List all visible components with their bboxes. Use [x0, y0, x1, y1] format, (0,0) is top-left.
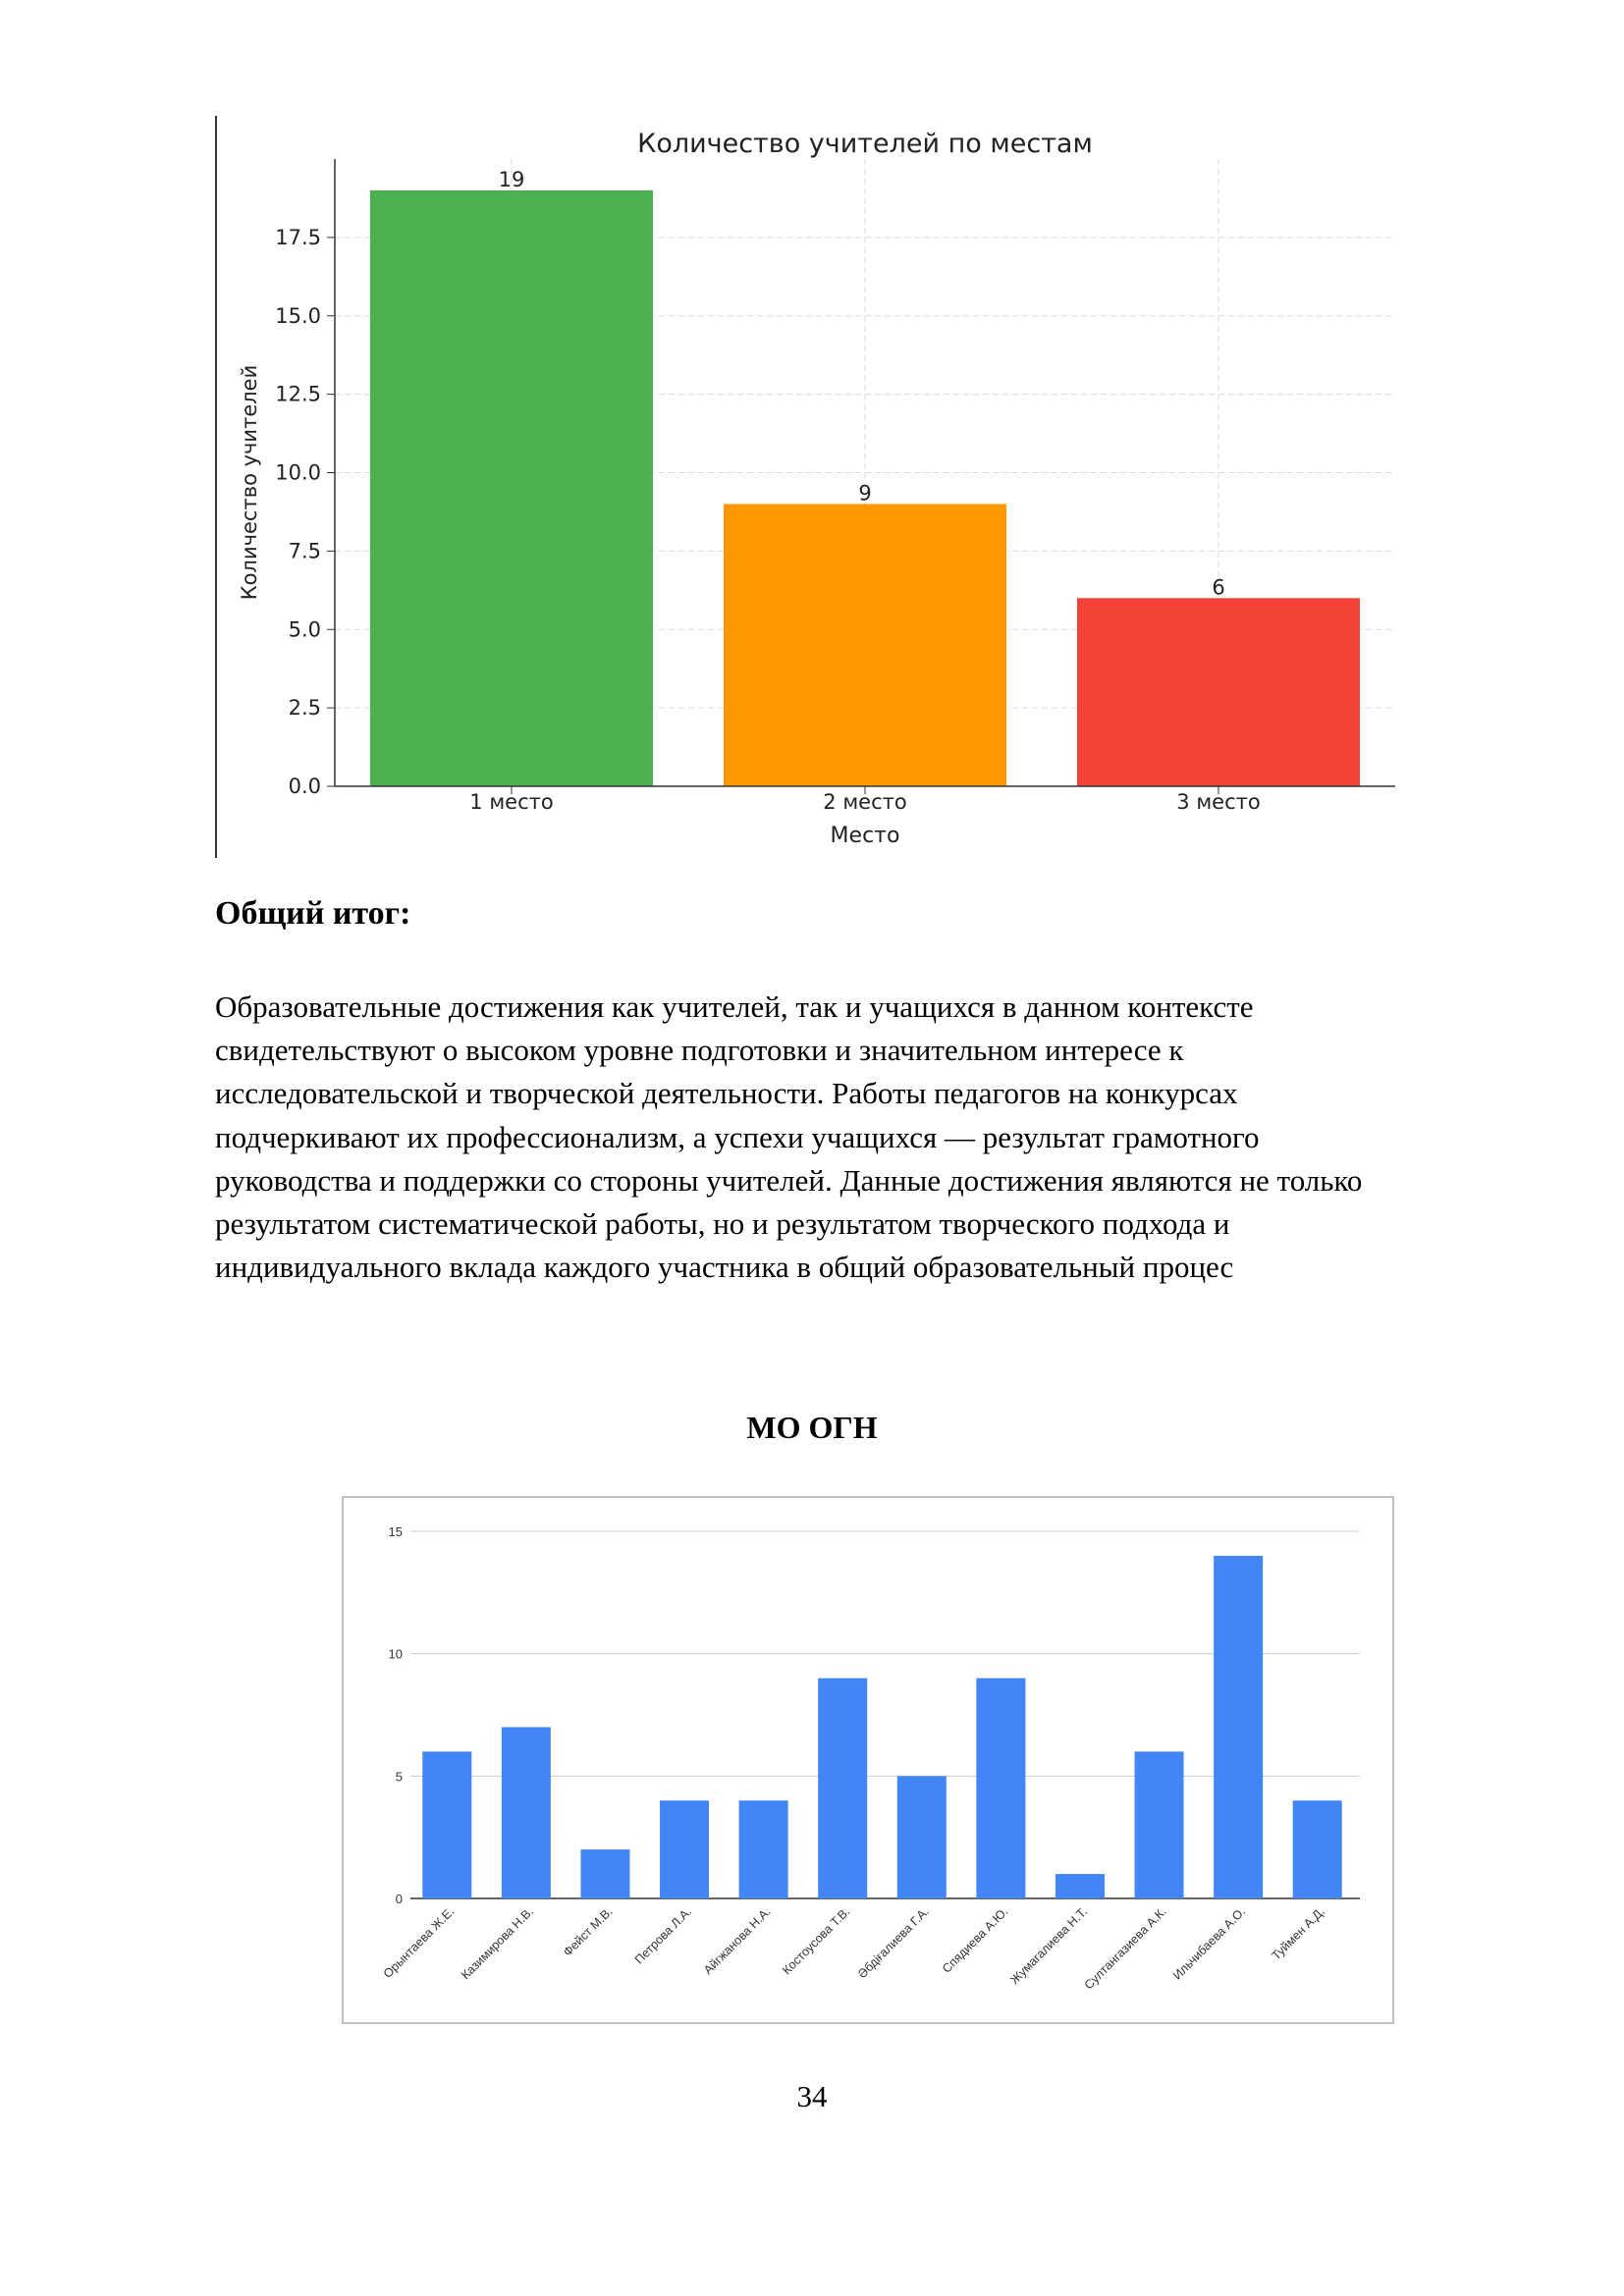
paragraph-line: результатом систематической работы, но и результатом творческого подхода и	[215, 1206, 1230, 1242]
mo-ogn-chart-frame	[342, 1496, 1394, 2024]
y-tick-label: 17.5	[275, 225, 321, 249]
bar-data-label: 19	[498, 167, 525, 191]
bar	[739, 1800, 788, 1898]
bar	[580, 1849, 629, 1898]
x-tick-label: Айгжанова Н.А.	[700, 1904, 774, 1977]
bar-data-label: 9	[858, 481, 872, 506]
x-axis-label: Место	[830, 824, 900, 848]
x-tick-label: Ильчибаева А.О.	[1169, 1904, 1249, 1983]
y-axis-label: Количество учителей	[238, 364, 261, 601]
bar	[1056, 1874, 1105, 1898]
y-tick-label: 12.5	[275, 382, 321, 406]
x-tick-label: 3 место	[1176, 790, 1261, 814]
x-tick-label: Костоусова Т.В.	[780, 1904, 853, 1978]
x-tick-label: Орынтаева Ж.Е.	[380, 1904, 458, 1981]
mo-ogn-chart	[344, 1498, 1392, 2022]
paragraph-line: индивидуального вклада каждого участника в общий образовательный процес	[215, 1250, 1234, 1285]
y-tick-label: 7.5	[288, 539, 321, 563]
bar	[1077, 598, 1360, 786]
summary-paragraph	[215, 986, 1491, 1289]
bar	[422, 1751, 471, 1898]
teachers-by-place-chart	[217, 116, 1425, 862]
y-tick-label: 10.0	[275, 460, 321, 485]
x-tick-label: Султангазиева А.К.	[1081, 1904, 1169, 1993]
bar	[1214, 1556, 1263, 1898]
bar	[502, 1727, 551, 1898]
page-number: 34	[796, 2079, 828, 2113]
x-tick-label: Петрова Л.А.	[631, 1904, 695, 1967]
x-tick-label: Жумагалиева Н.Т.	[1007, 1904, 1091, 1988]
bar	[1135, 1751, 1184, 1898]
bar	[724, 504, 1006, 786]
bar-data-label: 6	[1212, 575, 1225, 600]
bar	[1293, 1800, 1342, 1898]
paragraph-line: Образовательные достижения как учителей, так и учащихся в данном контексте	[215, 989, 1254, 1024]
paragraph-line: руководства и поддержки со стороны учителей. Данные достижения являются не только	[215, 1162, 1363, 1198]
y-tick-label: 15	[388, 1524, 403, 1539]
x-tick-label: Спядиева А.Ю.	[939, 1904, 1011, 1976]
paragraph-line: исследовательской и творческой деятельности. Работы педагогов на конкурсах	[215, 1076, 1238, 1111]
bar	[818, 1679, 867, 1898]
bar	[897, 1776, 947, 1898]
x-tick-label: 1 место	[469, 790, 554, 814]
bar	[660, 1800, 709, 1898]
x-tick-label: Фейст М.В.	[561, 1904, 616, 1959]
x-tick-label: Әбдіғалиева Г.А.	[854, 1904, 932, 1982]
summary-heading: Общий итог:	[215, 895, 411, 932]
x-tick-label: Казимирова Н.В.	[459, 1904, 536, 1983]
y-tick-label: 15.0	[275, 303, 321, 328]
x-tick-label: 2 место	[823, 790, 907, 814]
chart-title: Количество учителей по местам	[637, 129, 1093, 159]
bar	[370, 190, 653, 786]
section-title: МО ОГН	[746, 1410, 878, 1445]
paragraph-line: подчеркивают их профессионализм, а успехи учащихся — результат грамотного	[215, 1119, 1260, 1154]
y-tick-label: 5	[395, 1769, 403, 1785]
y-tick-label: 5.0	[288, 617, 321, 642]
y-tick-label: 2.5	[288, 696, 321, 721]
x-tick-label: Туймен А.Д.	[1269, 1904, 1327, 1963]
y-tick-label: 0	[395, 1892, 403, 1906]
paragraph-line: свидетельствуют о высоком уровне подготовки и значительном интересе к	[215, 1033, 1184, 1068]
y-tick-label: 10	[388, 1646, 403, 1662]
bar	[976, 1679, 1025, 1898]
y-tick-label: 0.0	[288, 774, 321, 798]
